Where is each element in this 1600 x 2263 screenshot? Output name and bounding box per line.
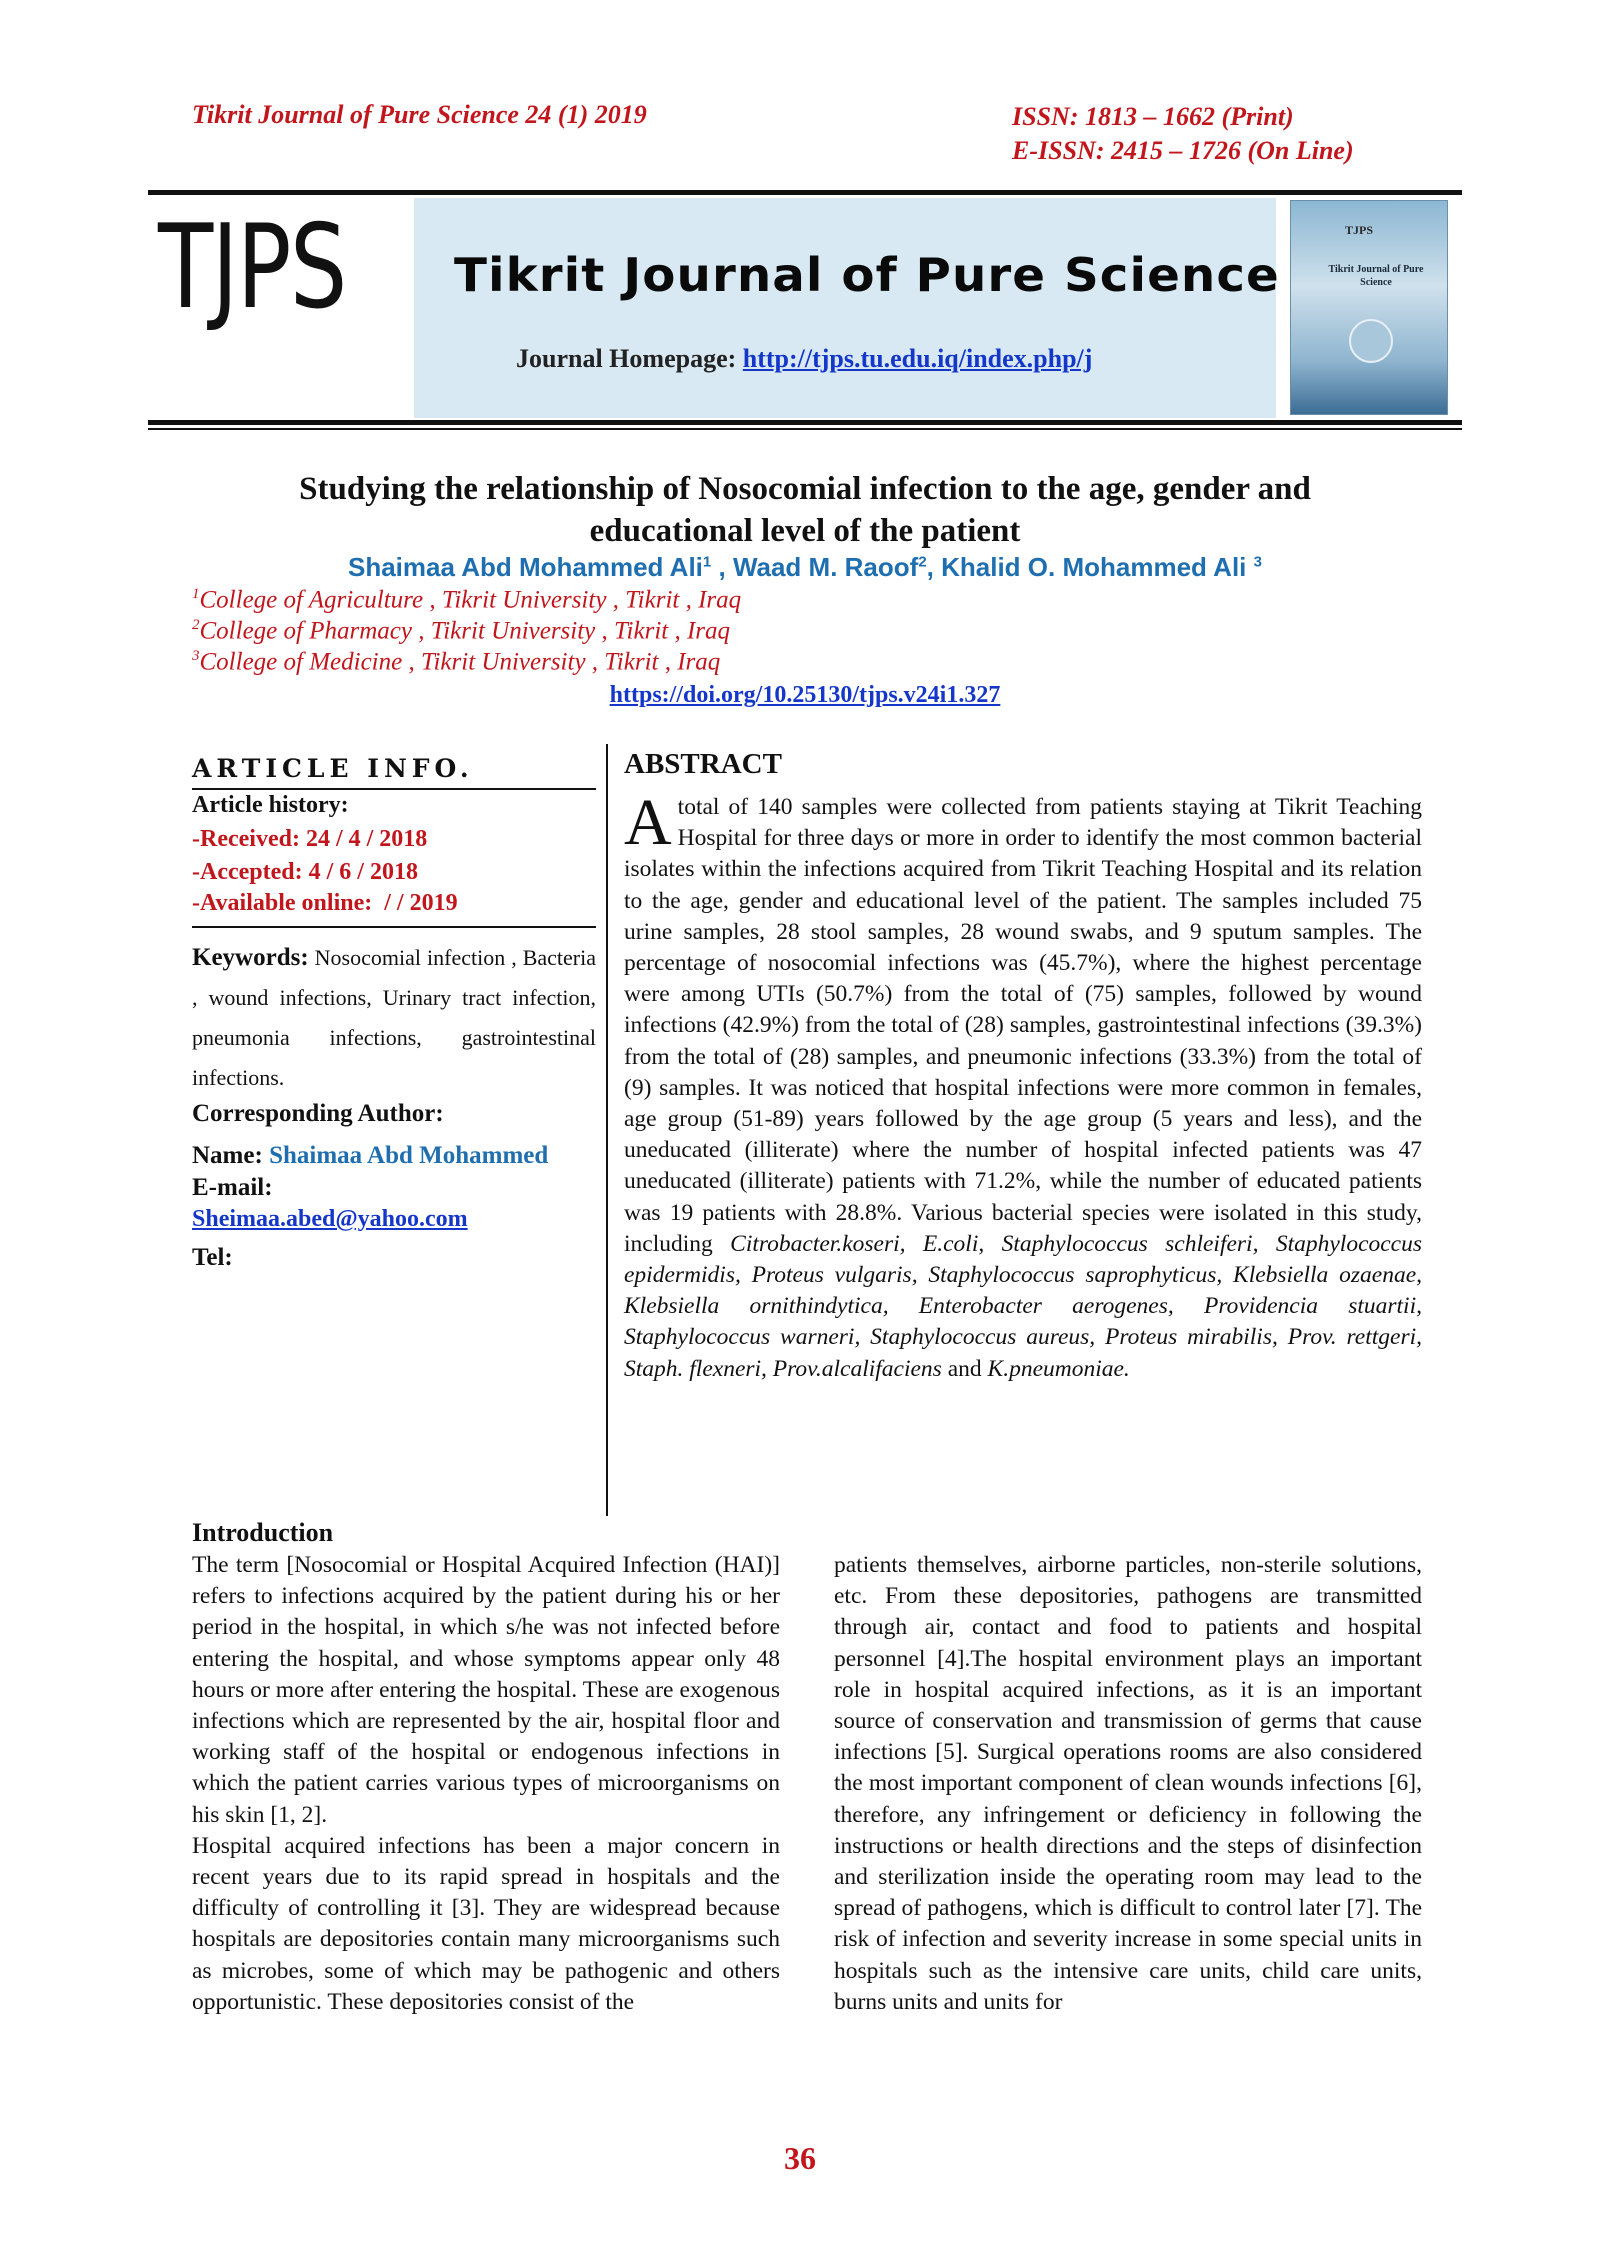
author-list: Shaimaa Abd Mohammed Ali$^1$ , Waad M. Raoof$^2$, Khalid O. Mohammed Ali $^3$ xyxy=(348,552,1262,582)
issn-print: ISSN: 1813 – 1662 (Print) xyxy=(1012,102,1294,131)
corr-label: Corresponding Author: xyxy=(192,1100,444,1127)
accepted-value: 4 / 6 / 2018 xyxy=(308,859,418,885)
online-date xyxy=(192,890,458,917)
name-label: Name: xyxy=(192,1142,263,1169)
abstract-dropcap: A xyxy=(624,786,672,859)
email-link[interactable]: Sheimaa.abed@yahoo.com xyxy=(192,1206,468,1232)
abstract-and: and xyxy=(947,1355,982,1382)
cover-title: Tikrit Journal of Pure Science xyxy=(1328,264,1424,288)
affil-1-sup: 1 xyxy=(192,586,200,602)
banner-title: Tikrit Journal of Pure Science xyxy=(454,248,1280,302)
column-divider xyxy=(606,744,608,1516)
cover-emblem-icon xyxy=(1349,319,1393,363)
header-rule-thin xyxy=(148,428,1462,430)
affiliation-2 xyxy=(192,617,730,645)
email-line xyxy=(192,1206,468,1233)
affil-3-text: College of Medicine , Tikrit University , Tikrit , Iraq xyxy=(199,648,721,676)
issn-block xyxy=(1012,100,1354,168)
author-3-sup: 3 xyxy=(1253,553,1262,571)
name-value: Shaimaa Abd Mohammed xyxy=(269,1142,549,1169)
affiliation-3 xyxy=(192,648,720,676)
affil-2-sup: 2 xyxy=(192,617,200,633)
received-date xyxy=(192,826,427,853)
author-1: Shaimaa Abd Mohammed Ali xyxy=(348,552,703,582)
received-value: 24 / 4 / 2018 xyxy=(305,826,428,852)
author-3: Khalid O. Mohammed Ali xyxy=(941,552,1247,582)
article-info-heading: ARTICLE INFO. xyxy=(192,754,474,783)
intro-column-2 xyxy=(834,1550,1422,2018)
page-number: 36 xyxy=(784,2140,816,2176)
affil-1-text: College of Agriculture , Tikrit University , Tikrit , Iraq xyxy=(199,586,742,614)
homepage-link[interactable]: http://tjps.tu.edu.iq/index.php/j xyxy=(742,344,1093,373)
title-line-2: educational level of the patient xyxy=(589,513,1021,549)
received-label: -Received: xyxy=(192,826,300,852)
online-value: / / 2019 xyxy=(384,890,458,916)
accepted-date xyxy=(192,859,418,886)
abstract-text: total of 140 samples were collected from patients staying at Tikrit Teaching Hospital for three days or more in order to identify the most common bacterial isolates within the infections acquired from Tikrit Teaching Hospital and its relation to the age, gender and educational level of the patient. The samples included 75 urine samples, 28 stool samples, 28 wound swabs, and 9 sputum samples. The percentage of nosocomial infections was (45.7%), where the highest percentage were among UTIs (50.7%) from the total of (75) samples, followed by wound infections (42.9%) from the total of (28) samples, gastrointestinal infections (39.3%) from the total of (28) samples, and pneumonic infections (33.3%) from the total of (9) samples. It was noticed that hospital infections were more common in females, age group (51-89) years followed by the age group (5 years and less), and the uneducated (illiterate) where the number of hospital infected patients was 47 uneducated (illiterate) patients with 71.2%, while the number of educated patients was 19 patients with 28.8%. Various bacterial species were isolated in this study, including xyxy=(624,794,1422,1257)
keywords-label: Keywords: xyxy=(192,944,309,971)
journal-issue: Tikrit Journal of Pure Science 24 (1) 2019 xyxy=(192,100,647,129)
author-1-sup: 1 xyxy=(702,553,712,571)
header-rule-bottom xyxy=(148,420,1462,425)
intro-paragraph-3: patients themselves, airborne particles, non-sterile solutions, etc. From these depositories, pathogens are transmitted through air, contact and food to patients and hospital personnel [4].The hospital environment plays an important role in hospital acquired infections, as it is an important source of conservation and transmission of germs that cause infections [5]. Surgical operations rooms are also considered the most important component of clean wounds infections [6], therefore, any infringement or deficiency in following the instructions or health directions and the steps of disinfection and sterilization inside the operating room may lead to the spread of pathogens, which is difficult to control later [7]. The risk of infection and severity increase in some special units in hospitals such as the intensive care units, child care units, burns units and units for xyxy=(834,1552,1422,2015)
tel-label: Tel: xyxy=(192,1244,233,1271)
introduction-heading: Introduction xyxy=(192,1518,334,1547)
journal-cover-image xyxy=(1290,200,1448,415)
abstract-body xyxy=(624,786,1423,1385)
affiliation-1 xyxy=(192,586,741,614)
intro-column-1 xyxy=(192,1550,780,2018)
tjps-logo: TJPS xyxy=(158,200,346,335)
abstract-heading: ABSTRACT xyxy=(624,748,782,780)
intro-paragraph-2: Hospital acquired infections has been a major concern in recent years due to its rapid spread in hospitals and the difficulty of controlling it [3]. They are widespread because hospitals are depositories contain many microorganisms such as microbes, some of which may be pathogenic and others opportunistic. These depositories consist of the xyxy=(192,1832,780,2015)
article-info-rule xyxy=(192,788,596,790)
abstract-last-species: K.pneumoniae. xyxy=(987,1355,1130,1382)
paper-title xyxy=(150,468,1460,552)
online-label: -Available online: xyxy=(192,890,373,916)
journal-banner xyxy=(414,198,1280,418)
doi-link[interactable]: https://doi.org/10.25130/tjps.v24i1.327 xyxy=(609,682,1001,708)
cover-tjps: TJPS xyxy=(1345,223,1374,237)
author-2-sup: 2 xyxy=(918,553,927,571)
accepted-label: -Accepted: xyxy=(192,859,303,885)
homepage-label: Journal Homepage: xyxy=(516,344,737,373)
abstract-species: Citrobacter.koseri, E.coli, Staphylococcus schleiferi, Staphylococcus epidermidis, Proteus vulgaris, Staphylococcus saprophyticus, Klebsiella ozaenae, Klebsiella ornithindytica, Enterobacter aerogenes, Providencia stuartii, Staphylococcus warneri, Staphylococcus aureus, Proteus mirabilis, Prov. rettgeri, Staph. flexneri, Prov.alcalifaciens xyxy=(624,1230,1423,1382)
keywords-text: Nosocomial infection , Bacteria , wound infections, Urinary tract infection, pneumonia infections, gastrointestinal infections. xyxy=(192,945,596,1090)
issn-online: E-ISSN: 2415 – 1726 (On Line) xyxy=(1012,136,1354,165)
email-label: E-mail: xyxy=(192,1174,273,1201)
author-2: Waad M. Raoof xyxy=(732,552,919,582)
header-rule-top xyxy=(148,190,1462,195)
intro-paragraph-1: The term [Nosocomial or Hospital Acquired Infection (HAI)] refers to infections acquired by the patient during his or her period in the hospital, in which s/he was not infected before entering the hospital, and whose symptoms appear only 48 hours or more after entering the hospital. These are exogenous infections which are represented by the air, hospital floor and working staff of the hospital or endogenous infections in which the patient carries various types of microorganisms on his skin [1, 2]. xyxy=(192,1552,780,1828)
homepage-line xyxy=(516,344,1092,374)
keywords-block xyxy=(192,938,596,1098)
history-rule xyxy=(192,926,596,928)
title-line-1: Studying the relationship of Nosocomial infection to the age, gender and xyxy=(299,471,1311,507)
corr-name xyxy=(192,1142,548,1170)
affil-2-text: College of Pharmacy , Tikrit University , Tikrit , Iraq xyxy=(199,617,731,645)
affil-3-sup: 3 xyxy=(192,648,200,664)
history-label: Article history: xyxy=(192,792,349,818)
